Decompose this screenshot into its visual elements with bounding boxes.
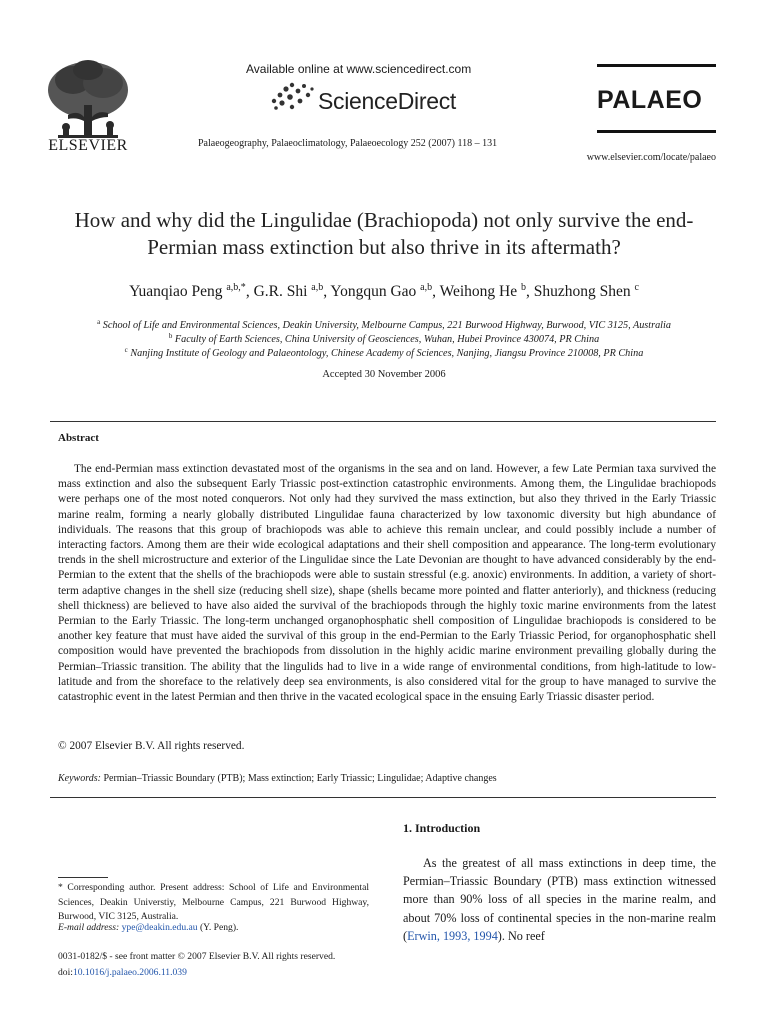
author-list — [40, 282, 728, 301]
email-label: E-mail address: — [58, 922, 120, 933]
keywords-text: Permian–Triassic Boundary (PTB); Mass extinction; Early Triassic; Lingulidae; Adaptive changes — [103, 773, 497, 784]
introduction-text — [403, 854, 716, 945]
email-link[interactable]: ype@deakin.edu.au — [121, 922, 198, 933]
abstract-heading: Abstract — [58, 432, 99, 444]
affiliation-text: School of Life and Environmental Sciences, Deakin University, Melbourne Campus, 221 Burwood Highway, Burwood, VIC 3125, Australia — [102, 320, 671, 331]
abstract-copyright: © 2007 Elsevier B.V. All rights reserved. — [58, 740, 245, 752]
intro-text-part: ). No reef — [497, 928, 545, 943]
email-suffix: (Y. Peng). — [199, 922, 239, 933]
front-matter — [58, 949, 335, 980]
author-affiliation-mark: a,b — [420, 282, 433, 293]
divider — [50, 797, 716, 798]
affiliation-mark: c — [124, 346, 128, 354]
affiliation-text: Faculty of Earth Sciences, China University of Geosciences, Wuhan, Hubei Province 430074, PR China — [174, 334, 600, 345]
section-heading: 1. Introduction — [403, 821, 481, 835]
affiliation-a — [40, 318, 728, 331]
author-affiliation-mark: a,b — [311, 282, 324, 293]
footnote-rule — [58, 877, 108, 878]
journal-rule-top — [597, 64, 716, 67]
publisher-name: ELSEVIER — [48, 137, 128, 154]
affiliation-b — [40, 332, 728, 345]
issn-line: 0031-0182/$ - see front matter © 2007 Elsevier B.V. All rights reserved. — [58, 951, 336, 962]
affiliation-mark: a — [97, 318, 101, 326]
corresponding-author-note: * Corresponding author. Present address: School of Life and Environmental Sciences, Deakin Universtiy, Melbourne Campus, 221 Burwood Highway, Burwood, VIC 3125, Australia. — [58, 882, 369, 922]
intro-text-part: As the greatest of all mass extinctions in deep time, the Permian–Triassic Boundary (PTB) mass extinction witnessed more than 90% loss of all species in the marine realm, and about 70% loss of continental species in the non-marine realm ( — [403, 856, 716, 943]
author-name[interactable]: Shuzhong Shen — [533, 283, 631, 300]
journal-citation: Palaeogeography, Palaeoclimatology, Palaeoecology 252 (2007) 118 – 131 — [198, 138, 498, 149]
author-separator: , — [432, 283, 440, 300]
reference-link[interactable]: Erwin, 1993, 1994 — [407, 928, 498, 943]
author-name[interactable]: Weihong He — [439, 283, 518, 300]
keywords-label: Keywords: — [58, 773, 101, 784]
author-affiliation-mark: c — [634, 282, 639, 293]
doi-line — [58, 965, 335, 981]
journal-short-title: PALAEO — [597, 86, 703, 114]
sciencedirect-dots-icon — [268, 81, 316, 111]
affiliation-text: Nanjing Institute of Geology and Palaeontology, Chinese Academy of Sciences, Nanjing, Jiangsu Province 210008, PR China — [130, 348, 644, 359]
author-name[interactable]: Yongqun Gao — [330, 283, 417, 300]
email-line — [58, 922, 369, 933]
author-name[interactable]: Yuanqiao Peng — [129, 283, 223, 300]
journal-rule-bottom — [597, 130, 716, 133]
author-affiliation-mark: b — [520, 282, 526, 293]
accepted-date: Accepted 30 November 2006 — [322, 369, 446, 380]
article-title: How and why did the Lingulidae (Brachiopoda) not only survive the end-Permian mass extinction but also thrive in its aftermath? — [74, 208, 694, 259]
affiliation-c — [40, 346, 728, 359]
available-online-link[interactable]: Available online at www.sciencedirect.com — [246, 62, 472, 76]
author-name[interactable]: G.R. Shi — [253, 283, 308, 300]
sciencedirect-logo-text: ScienceDirect — [318, 88, 456, 114]
author-separator: , — [323, 283, 331, 300]
keywords — [58, 773, 497, 784]
doi-link[interactable]: 10.1016/j.palaeo.2006.11.039 — [72, 966, 187, 978]
journal-url[interactable]: www.elsevier.com/locate/palaeo — [586, 152, 716, 163]
doi-label: doi: — [58, 966, 73, 978]
divider — [50, 421, 716, 422]
author-separator: , — [245, 283, 254, 300]
abstract-text: The end-Permian mass extinction devastated most of the organisms in the sea and on land. However, a few Late Permian taxa survived the mass extinction and also the subsequent Early Triassic post-extinction catastrophic environments. Among them, the Lingulidae brachiopods were perhaps one of the most noted conquerors. Not only had they survived the mass extinction, but also they thrived in the Early Triassic marine realm, forming a nearly globally distributed Lingulidae fauna characterized by low taxonomic diversity but high abundance of individuals. The reasons that this group of brachiopods was able to achieve this remain unclear, and could possibly include a number of interacting factors. Among them are their wide ecological adaptations and their shell composition and appearance. The long-term evolutionary trends in the shell microstructure and exterior of the Lingulidae since the Late Devonian are thought to have advanced considerably by the end-Permian to the extent that the shells of the brachiopods were able to sustain stressful (e.g. anoxic) environments. In addition, a variety of short-term adaptive changes in the shell size (reducing shell size), shape (shells became more pointed and flatter anteriorly), and thickness (reducing shell thickness) are believed to have also aided the survival of the brachiopods through the highly toxic marine environments from the latest Permian to the Early Triassic. The long-term unchanged organophosphatic shell composition of Lingulidae brachiopods is considered to be another key feature that must have aided the survival of this group in the end-Permian to the Early Triassic Period, for organophosphatic shell composition would have prevented the brachiopods from dissolution in the highly acidic marine environment prevailing globally during the Permian–Triassic transition. The ability that the lingulids had to live in a wide range of environmental conditions, from high-latitude to low-latitude and from the shoreface to the relatively deep sea environments, is also considered vital for the group to have managed to survive the catastrophic event in the latest Permian and then thrive in the vacated ecological space in the ensuing Early Triassic disaster period. — [58, 463, 716, 704]
author-separator: , — [525, 283, 534, 300]
affiliation-mark: b — [168, 332, 173, 340]
author-affiliation-mark: a,b,* — [226, 282, 246, 293]
